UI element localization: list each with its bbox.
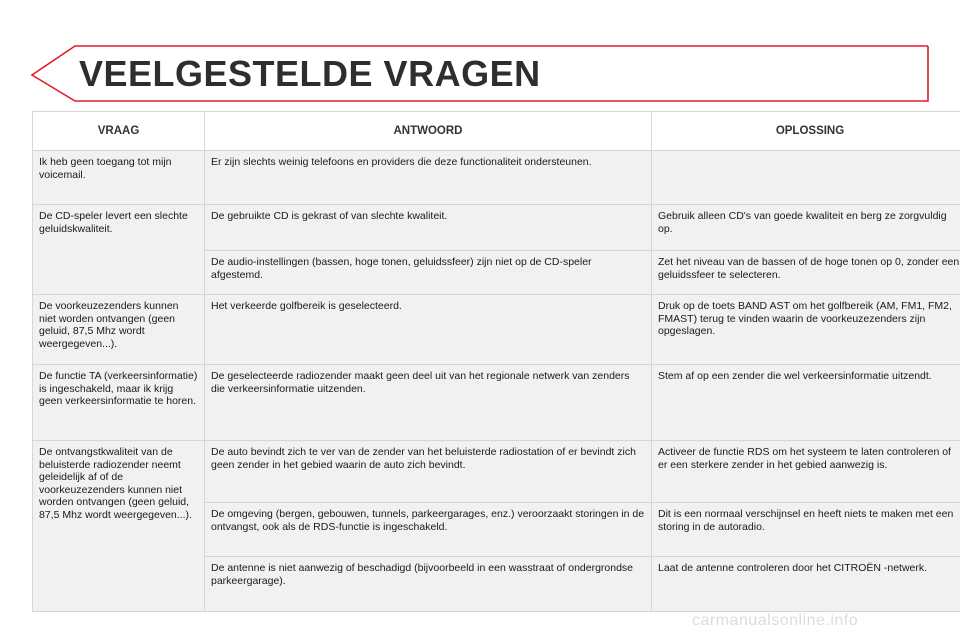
solution-cell: Stem af op een zender die wel verkeersinformatie uitzendt. xyxy=(652,365,960,441)
table-row xyxy=(33,365,960,441)
question-cell: De functie TA (verkeersinformatie) is ingeschakeld, maar ik krijg geen verkeersinformatie te horen. xyxy=(33,365,205,441)
table-row xyxy=(33,151,960,205)
question-cell: De ontvangstkwaliteit van de beluisterde radiozender neemt geleidelijk af of de voorkeuzezenders kunnen niet worden ontvangen (geen geluid, 87,5 Mhz wordt weergegeven...). xyxy=(33,441,205,612)
answer-cell: De omgeving (bergen, gebouwen, tunnels, parkeergarages, enz.) veroorzaakt storingen in de ontvangst, ook als de RDS-functie is ingeschakeld. xyxy=(205,503,652,557)
question-cell: Ik heb geen toegang tot mijn voicemail. xyxy=(33,151,205,205)
header-oplossing: OPLOSSING xyxy=(652,112,960,151)
solution-cell: Dit is een normaal verschijnsel en heeft niets te maken met een storing in de autoradio. xyxy=(652,503,960,557)
faq-table xyxy=(32,111,960,612)
header-antwoord: ANTWOORD xyxy=(205,112,652,151)
solution-cell: Activeer de functie RDS om het systeem te laten controleren of er een sterkere zender in het gebied aanwezig is. xyxy=(652,441,960,503)
question-cell: De CD-speler levert een slechte geluidskwaliteit. xyxy=(33,205,205,295)
watermark: carmanualsonline.info xyxy=(692,612,859,629)
answer-cell: Er zijn slechts weinig telefoons en providers die deze functionaliteit ondersteunen. xyxy=(205,151,652,205)
answer-cell: De audio-instellingen (bassen, hoge tonen, geluidssfeer) zijn niet op de CD-speler afgestemd. xyxy=(205,251,652,295)
page-title: VEELGESTELDE VRAGEN xyxy=(79,53,541,94)
solution-cell: Druk op de toets BAND AST om het golfbereik (AM, FM1, FM2, FMAST) terug te vinden waarin de voorkeuzezenders zijn opgeslagen. xyxy=(652,295,960,365)
solution-cell: Zet het niveau van de bassen of de hoge tonen op 0, zonder een geluidssfeer te selecteren. xyxy=(652,251,960,295)
table-row xyxy=(33,295,960,365)
table-header-row xyxy=(33,112,960,151)
table-row xyxy=(33,205,960,251)
answer-cell: De auto bevindt zich te ver van de zender van het beluisterde radiostation of er bevindt zich geen zender in het gebied waarin de auto zich bevindt. xyxy=(205,441,652,503)
solution-cell: Laat de antenne controleren door het CITROËN -netwerk. xyxy=(652,557,960,612)
solution-cell: Gebruik alleen CD's van goede kwaliteit en berg ze zorgvuldig op. xyxy=(652,205,960,251)
question-cell: De voorkeuzezenders kunnen niet worden ontvangen (geen geluid, 87,5 Mhz wordt weergegeven...). xyxy=(33,295,205,365)
answer-cell: Het verkeerde golfbereik is geselecteerd. xyxy=(205,295,652,365)
solution-cell xyxy=(652,151,960,205)
answer-cell: De antenne is niet aanwezig of beschadigd (bijvoorbeeld in een wasstraat of ondergrondse parkeergarage). xyxy=(205,557,652,612)
table-row xyxy=(33,441,960,503)
header-vraag: VRAAG xyxy=(33,112,205,151)
answer-cell: De gebruikte CD is gekrast of van slechte kwaliteit. xyxy=(205,205,652,251)
answer-cell: De geselecteerde radiozender maakt geen deel uit van het regionale netwerk van zenders die verkeersinformatie uitzenden. xyxy=(205,365,652,441)
